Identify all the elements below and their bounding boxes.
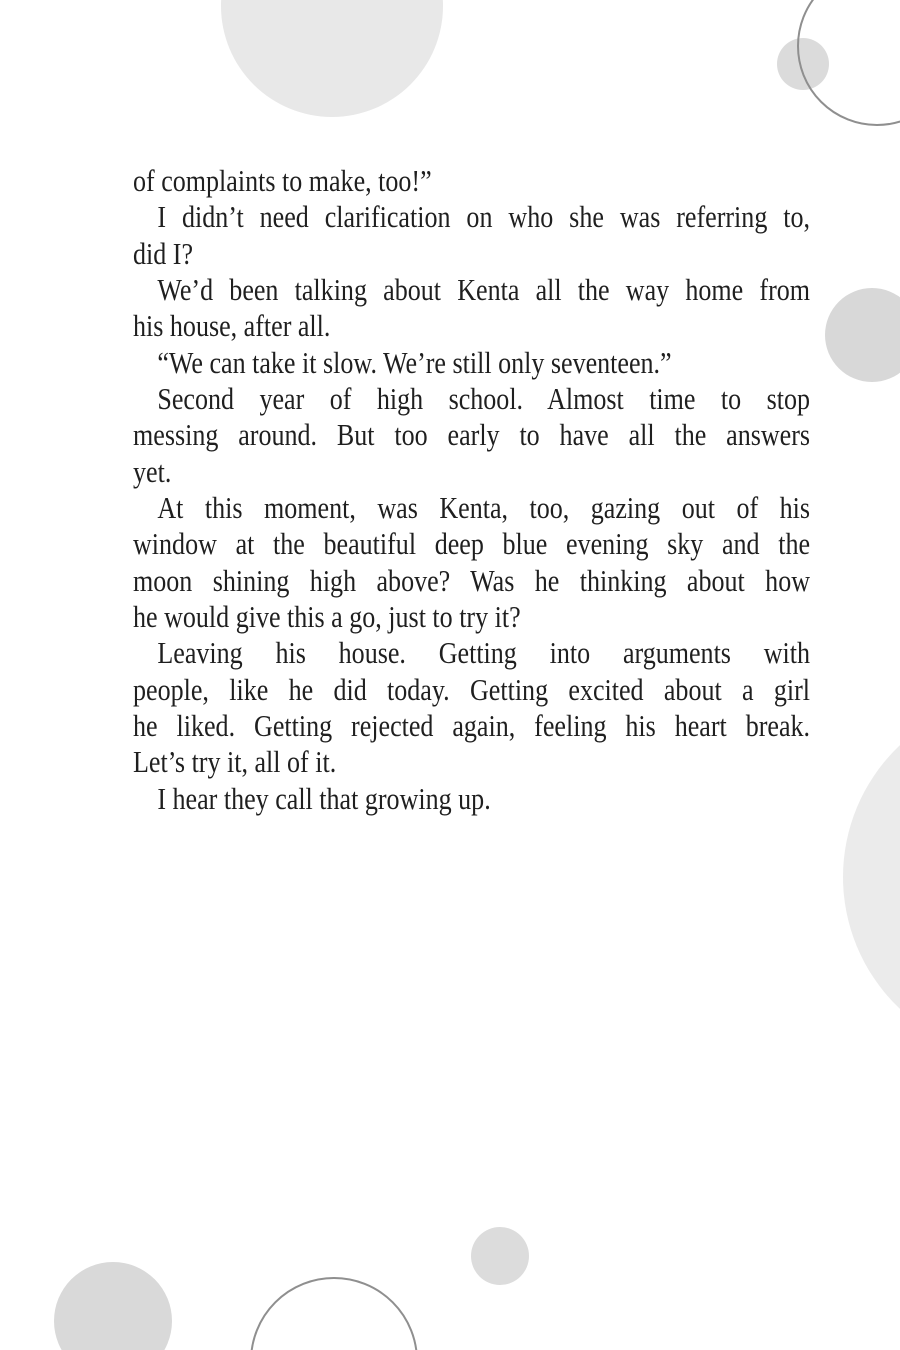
text-line: I hear they call that growing up. xyxy=(157,780,491,816)
text-line: window at the beautiful deep blue evening sky and the xyxy=(133,526,811,562)
paragraph xyxy=(133,490,810,635)
text-line: he would give this a go, just to try it? xyxy=(133,598,521,634)
circle-right-large xyxy=(843,696,900,1058)
text-line: people, like he did today. Getting excited about a girl xyxy=(133,671,811,707)
circle-top-center xyxy=(221,0,443,117)
text-line: At this moment, was Kenta, too, gazing out of his xyxy=(157,489,811,525)
paragraph xyxy=(133,272,810,345)
text-line: he liked. Getting rejected again, feeling his heart break. xyxy=(133,707,811,743)
paragraph xyxy=(133,163,810,199)
text-line: Let’s try it, all of it. xyxy=(133,744,337,780)
paragraph xyxy=(133,635,810,780)
text-line: did I? xyxy=(133,235,194,271)
text-line: Leaving his house. Getting into arguments with xyxy=(157,635,811,671)
text-line: messing around. But too early to have all the answers xyxy=(133,417,811,453)
ring-top-right xyxy=(797,0,900,126)
text-line: his house, after all. xyxy=(133,308,331,344)
text-line: Second year of high school. Almost time to stop xyxy=(157,380,811,416)
text-line: “We can take it slow. We’re still only seventeen.” xyxy=(157,344,672,380)
text-line: I didn’t need clarification on who she was referring to, xyxy=(157,199,811,235)
paragraph xyxy=(133,381,810,490)
circle-bottom-small xyxy=(471,1227,529,1285)
circle-bottom-left xyxy=(54,1262,172,1350)
paragraph xyxy=(133,781,810,817)
paragraph xyxy=(133,345,810,381)
text-line: We’d been talking about Kenta all the way home from xyxy=(157,271,811,307)
text-block xyxy=(133,163,810,817)
circle-mid-right xyxy=(825,288,900,382)
text-line: of complaints to make, too!” xyxy=(133,163,432,198)
text-line: moon shining high above? Was he thinking about how xyxy=(133,562,811,598)
ring-bottom-center xyxy=(250,1277,418,1350)
paragraph xyxy=(133,199,810,272)
text-line: yet. xyxy=(133,453,172,489)
